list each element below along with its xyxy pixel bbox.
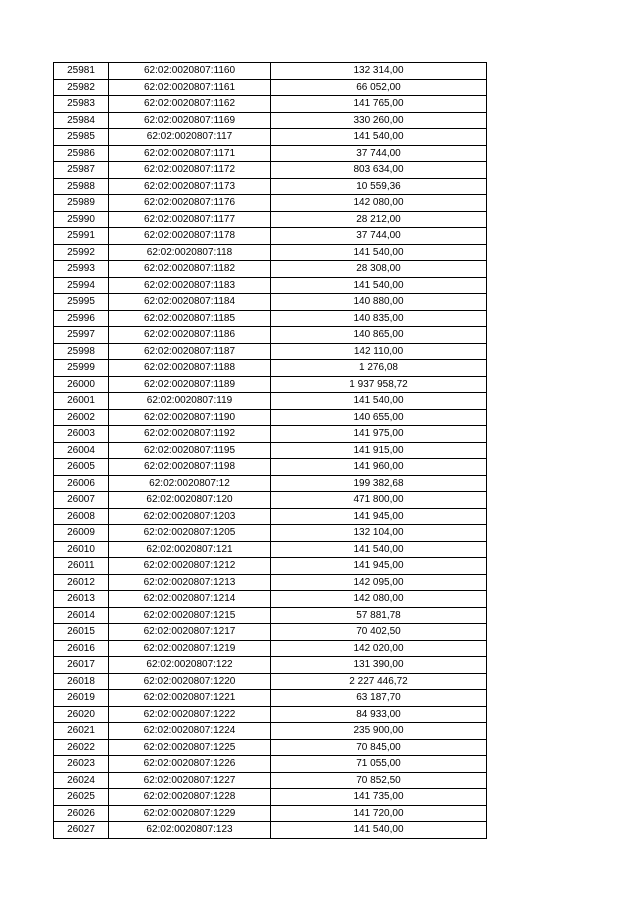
data-table — [53, 62, 487, 839]
row-number-cell: 25984 — [54, 112, 109, 129]
table-row — [54, 261, 487, 278]
table-row — [54, 129, 487, 146]
row-number-cell: 26017 — [54, 657, 109, 674]
value-cell: 142 080,00 — [271, 591, 487, 608]
cadastral-number-cell: 62:02:0020807:1224 — [109, 723, 271, 740]
row-number-cell: 26010 — [54, 541, 109, 558]
value-cell: 37 744,00 — [271, 228, 487, 245]
value-cell: 142 020,00 — [271, 640, 487, 657]
cadastral-number-cell: 62:02:0020807:1192 — [109, 426, 271, 443]
value-cell: 2 227 446,72 — [271, 673, 487, 690]
value-cell: 142 095,00 — [271, 574, 487, 591]
table-row — [54, 789, 487, 806]
row-number-cell: 25993 — [54, 261, 109, 278]
value-cell: 70 852,50 — [271, 772, 487, 789]
table-row — [54, 607, 487, 624]
value-cell: 141 960,00 — [271, 459, 487, 476]
table-row — [54, 195, 487, 212]
cadastral-number-cell: 62:02:0020807:1176 — [109, 195, 271, 212]
row-number-cell: 26020 — [54, 706, 109, 723]
row-number-cell: 26021 — [54, 723, 109, 740]
value-cell: 141 540,00 — [271, 129, 487, 146]
table-row — [54, 756, 487, 773]
value-cell: 28 212,00 — [271, 211, 487, 228]
value-cell: 57 881,78 — [271, 607, 487, 624]
cadastral-number-cell: 62:02:0020807:1173 — [109, 178, 271, 195]
cadastral-number-cell: 62:02:0020807:1178 — [109, 228, 271, 245]
cadastral-number-cell: 62:02:0020807:123 — [109, 822, 271, 839]
cadastral-number-cell: 62:02:0020807:121 — [109, 541, 271, 558]
value-cell: 803 634,00 — [271, 162, 487, 179]
table-row — [54, 525, 487, 542]
cadastral-number-cell: 62:02:0020807:117 — [109, 129, 271, 146]
table-row — [54, 327, 487, 344]
cadastral-number-cell: 62:02:0020807:1161 — [109, 79, 271, 96]
value-cell: 235 900,00 — [271, 723, 487, 740]
value-cell: 141 765,00 — [271, 96, 487, 113]
cadastral-number-cell: 62:02:0020807:1222 — [109, 706, 271, 723]
cadastral-number-cell: 62:02:0020807:1215 — [109, 607, 271, 624]
table-row — [54, 558, 487, 575]
table-row — [54, 63, 487, 80]
cadastral-number-cell: 62:02:0020807:1229 — [109, 805, 271, 822]
cadastral-number-cell: 62:02:0020807:120 — [109, 492, 271, 509]
cadastral-number-cell: 62:02:0020807:1221 — [109, 690, 271, 707]
row-number-cell: 25998 — [54, 343, 109, 360]
value-cell: 84 933,00 — [271, 706, 487, 723]
table-row — [54, 294, 487, 311]
table-row — [54, 228, 487, 245]
cadastral-number-cell: 62:02:0020807:1219 — [109, 640, 271, 657]
table-row — [54, 772, 487, 789]
value-cell: 63 187,70 — [271, 690, 487, 707]
row-number-cell: 26023 — [54, 756, 109, 773]
table-row — [54, 822, 487, 839]
table-row — [54, 343, 487, 360]
cadastral-number-cell: 62:02:0020807:1188 — [109, 360, 271, 377]
row-number-cell: 26001 — [54, 393, 109, 410]
cadastral-number-cell: 62:02:0020807:1184 — [109, 294, 271, 311]
cadastral-number-cell: 62:02:0020807:1212 — [109, 558, 271, 575]
row-number-cell: 26024 — [54, 772, 109, 789]
table-row — [54, 244, 487, 261]
cadastral-number-cell: 62:02:0020807:1185 — [109, 310, 271, 327]
value-cell: 141 540,00 — [271, 541, 487, 558]
value-cell: 140 655,00 — [271, 409, 487, 426]
value-cell: 141 540,00 — [271, 244, 487, 261]
value-cell: 141 945,00 — [271, 508, 487, 525]
table-row — [54, 475, 487, 492]
table-row — [54, 459, 487, 476]
row-number-cell: 25996 — [54, 310, 109, 327]
cadastral-number-cell: 62:02:0020807:1227 — [109, 772, 271, 789]
cadastral-number-cell: 62:02:0020807:1177 — [109, 211, 271, 228]
row-number-cell: 26009 — [54, 525, 109, 542]
cadastral-number-cell: 62:02:0020807:1213 — [109, 574, 271, 591]
cadastral-number-cell: 62:02:0020807:1183 — [109, 277, 271, 294]
cadastral-number-cell: 62:02:0020807:1186 — [109, 327, 271, 344]
table-row — [54, 442, 487, 459]
value-cell: 28 308,00 — [271, 261, 487, 278]
cadastral-number-cell: 62:02:0020807:12 — [109, 475, 271, 492]
table-row — [54, 310, 487, 327]
value-cell: 142 080,00 — [271, 195, 487, 212]
cadastral-number-cell: 62:02:0020807:122 — [109, 657, 271, 674]
table-row — [54, 690, 487, 707]
value-cell: 199 382,68 — [271, 475, 487, 492]
cadastral-number-cell: 62:02:0020807:1205 — [109, 525, 271, 542]
value-cell: 70 402,50 — [271, 624, 487, 641]
cadastral-number-cell: 62:02:0020807:119 — [109, 393, 271, 410]
cadastral-number-cell: 62:02:0020807:1182 — [109, 261, 271, 278]
cadastral-number-cell: 62:02:0020807:1189 — [109, 376, 271, 393]
row-number-cell: 26003 — [54, 426, 109, 443]
value-cell: 141 975,00 — [271, 426, 487, 443]
table-row — [54, 541, 487, 558]
value-cell: 140 880,00 — [271, 294, 487, 311]
row-number-cell: 26012 — [54, 574, 109, 591]
row-number-cell: 25987 — [54, 162, 109, 179]
cadastral-number-cell: 62:02:0020807:118 — [109, 244, 271, 261]
value-cell: 71 055,00 — [271, 756, 487, 773]
value-cell: 66 052,00 — [271, 79, 487, 96]
row-number-cell: 26000 — [54, 376, 109, 393]
cadastral-number-cell: 62:02:0020807:1220 — [109, 673, 271, 690]
value-cell: 141 540,00 — [271, 277, 487, 294]
row-number-cell: 25991 — [54, 228, 109, 245]
value-cell: 10 559,36 — [271, 178, 487, 195]
value-cell: 142 110,00 — [271, 343, 487, 360]
row-number-cell: 25994 — [54, 277, 109, 294]
row-number-cell: 26019 — [54, 690, 109, 707]
value-cell: 330 260,00 — [271, 112, 487, 129]
table-row — [54, 574, 487, 591]
cadastral-number-cell: 62:02:0020807:1228 — [109, 789, 271, 806]
cadastral-number-cell: 62:02:0020807:1203 — [109, 508, 271, 525]
cadastral-number-cell: 62:02:0020807:1217 — [109, 624, 271, 641]
value-cell: 141 915,00 — [271, 442, 487, 459]
row-number-cell: 26006 — [54, 475, 109, 492]
row-number-cell: 26008 — [54, 508, 109, 525]
table-row — [54, 162, 487, 179]
table-row — [54, 508, 487, 525]
table-row — [54, 723, 487, 740]
row-number-cell: 26018 — [54, 673, 109, 690]
row-number-cell: 25995 — [54, 294, 109, 311]
cadastral-number-cell: 62:02:0020807:1226 — [109, 756, 271, 773]
row-number-cell: 26025 — [54, 789, 109, 806]
cadastral-number-cell: 62:02:0020807:1160 — [109, 63, 271, 80]
row-number-cell: 26026 — [54, 805, 109, 822]
value-cell: 141 945,00 — [271, 558, 487, 575]
table-row — [54, 805, 487, 822]
table-body — [54, 63, 487, 839]
table-row — [54, 112, 487, 129]
table-row — [54, 145, 487, 162]
value-cell: 132 104,00 — [271, 525, 487, 542]
table-row — [54, 376, 487, 393]
row-number-cell: 26014 — [54, 607, 109, 624]
cadastral-number-cell: 62:02:0020807:1171 — [109, 145, 271, 162]
cadastral-number-cell: 62:02:0020807:1195 — [109, 442, 271, 459]
row-number-cell: 26015 — [54, 624, 109, 641]
table-row — [54, 211, 487, 228]
row-number-cell: 26004 — [54, 442, 109, 459]
table-row — [54, 673, 487, 690]
row-number-cell: 25981 — [54, 63, 109, 80]
row-number-cell: 26011 — [54, 558, 109, 575]
row-number-cell: 25982 — [54, 79, 109, 96]
value-cell: 141 540,00 — [271, 822, 487, 839]
value-cell: 70 845,00 — [271, 739, 487, 756]
row-number-cell: 25985 — [54, 129, 109, 146]
table-row — [54, 79, 487, 96]
cadastral-number-cell: 62:02:0020807:1162 — [109, 96, 271, 113]
row-number-cell: 26016 — [54, 640, 109, 657]
value-cell: 471 800,00 — [271, 492, 487, 509]
cadastral-number-cell: 62:02:0020807:1169 — [109, 112, 271, 129]
value-cell: 141 720,00 — [271, 805, 487, 822]
row-number-cell: 25999 — [54, 360, 109, 377]
row-number-cell: 25983 — [54, 96, 109, 113]
table-row — [54, 657, 487, 674]
table-row — [54, 739, 487, 756]
table-row — [54, 640, 487, 657]
value-cell: 141 735,00 — [271, 789, 487, 806]
row-number-cell: 25989 — [54, 195, 109, 212]
row-number-cell: 26027 — [54, 822, 109, 839]
value-cell: 1 937 958,72 — [271, 376, 487, 393]
table-row — [54, 492, 487, 509]
value-cell: 37 744,00 — [271, 145, 487, 162]
value-cell: 141 540,00 — [271, 393, 487, 410]
table-row — [54, 624, 487, 641]
cadastral-number-cell: 62:02:0020807:1214 — [109, 591, 271, 608]
row-number-cell: 25997 — [54, 327, 109, 344]
row-number-cell: 26013 — [54, 591, 109, 608]
row-number-cell: 25990 — [54, 211, 109, 228]
table-row — [54, 393, 487, 410]
row-number-cell: 26005 — [54, 459, 109, 476]
table-row — [54, 706, 487, 723]
value-cell: 140 835,00 — [271, 310, 487, 327]
cadastral-number-cell: 62:02:0020807:1198 — [109, 459, 271, 476]
row-number-cell: 26022 — [54, 739, 109, 756]
row-number-cell: 26002 — [54, 409, 109, 426]
row-number-cell: 25992 — [54, 244, 109, 261]
table-row — [54, 426, 487, 443]
cadastral-number-cell: 62:02:0020807:1172 — [109, 162, 271, 179]
value-cell: 1 276,08 — [271, 360, 487, 377]
cadastral-number-cell: 62:02:0020807:1187 — [109, 343, 271, 360]
table-row — [54, 96, 487, 113]
table-row — [54, 277, 487, 294]
row-number-cell: 25986 — [54, 145, 109, 162]
table-row — [54, 591, 487, 608]
row-number-cell: 25988 — [54, 178, 109, 195]
value-cell: 140 865,00 — [271, 327, 487, 344]
table-row — [54, 178, 487, 195]
cadastral-number-cell: 62:02:0020807:1225 — [109, 739, 271, 756]
cadastral-number-cell: 62:02:0020807:1190 — [109, 409, 271, 426]
value-cell: 132 314,00 — [271, 63, 487, 80]
table-row — [54, 409, 487, 426]
row-number-cell: 26007 — [54, 492, 109, 509]
value-cell: 131 390,00 — [271, 657, 487, 674]
table-row — [54, 360, 487, 377]
